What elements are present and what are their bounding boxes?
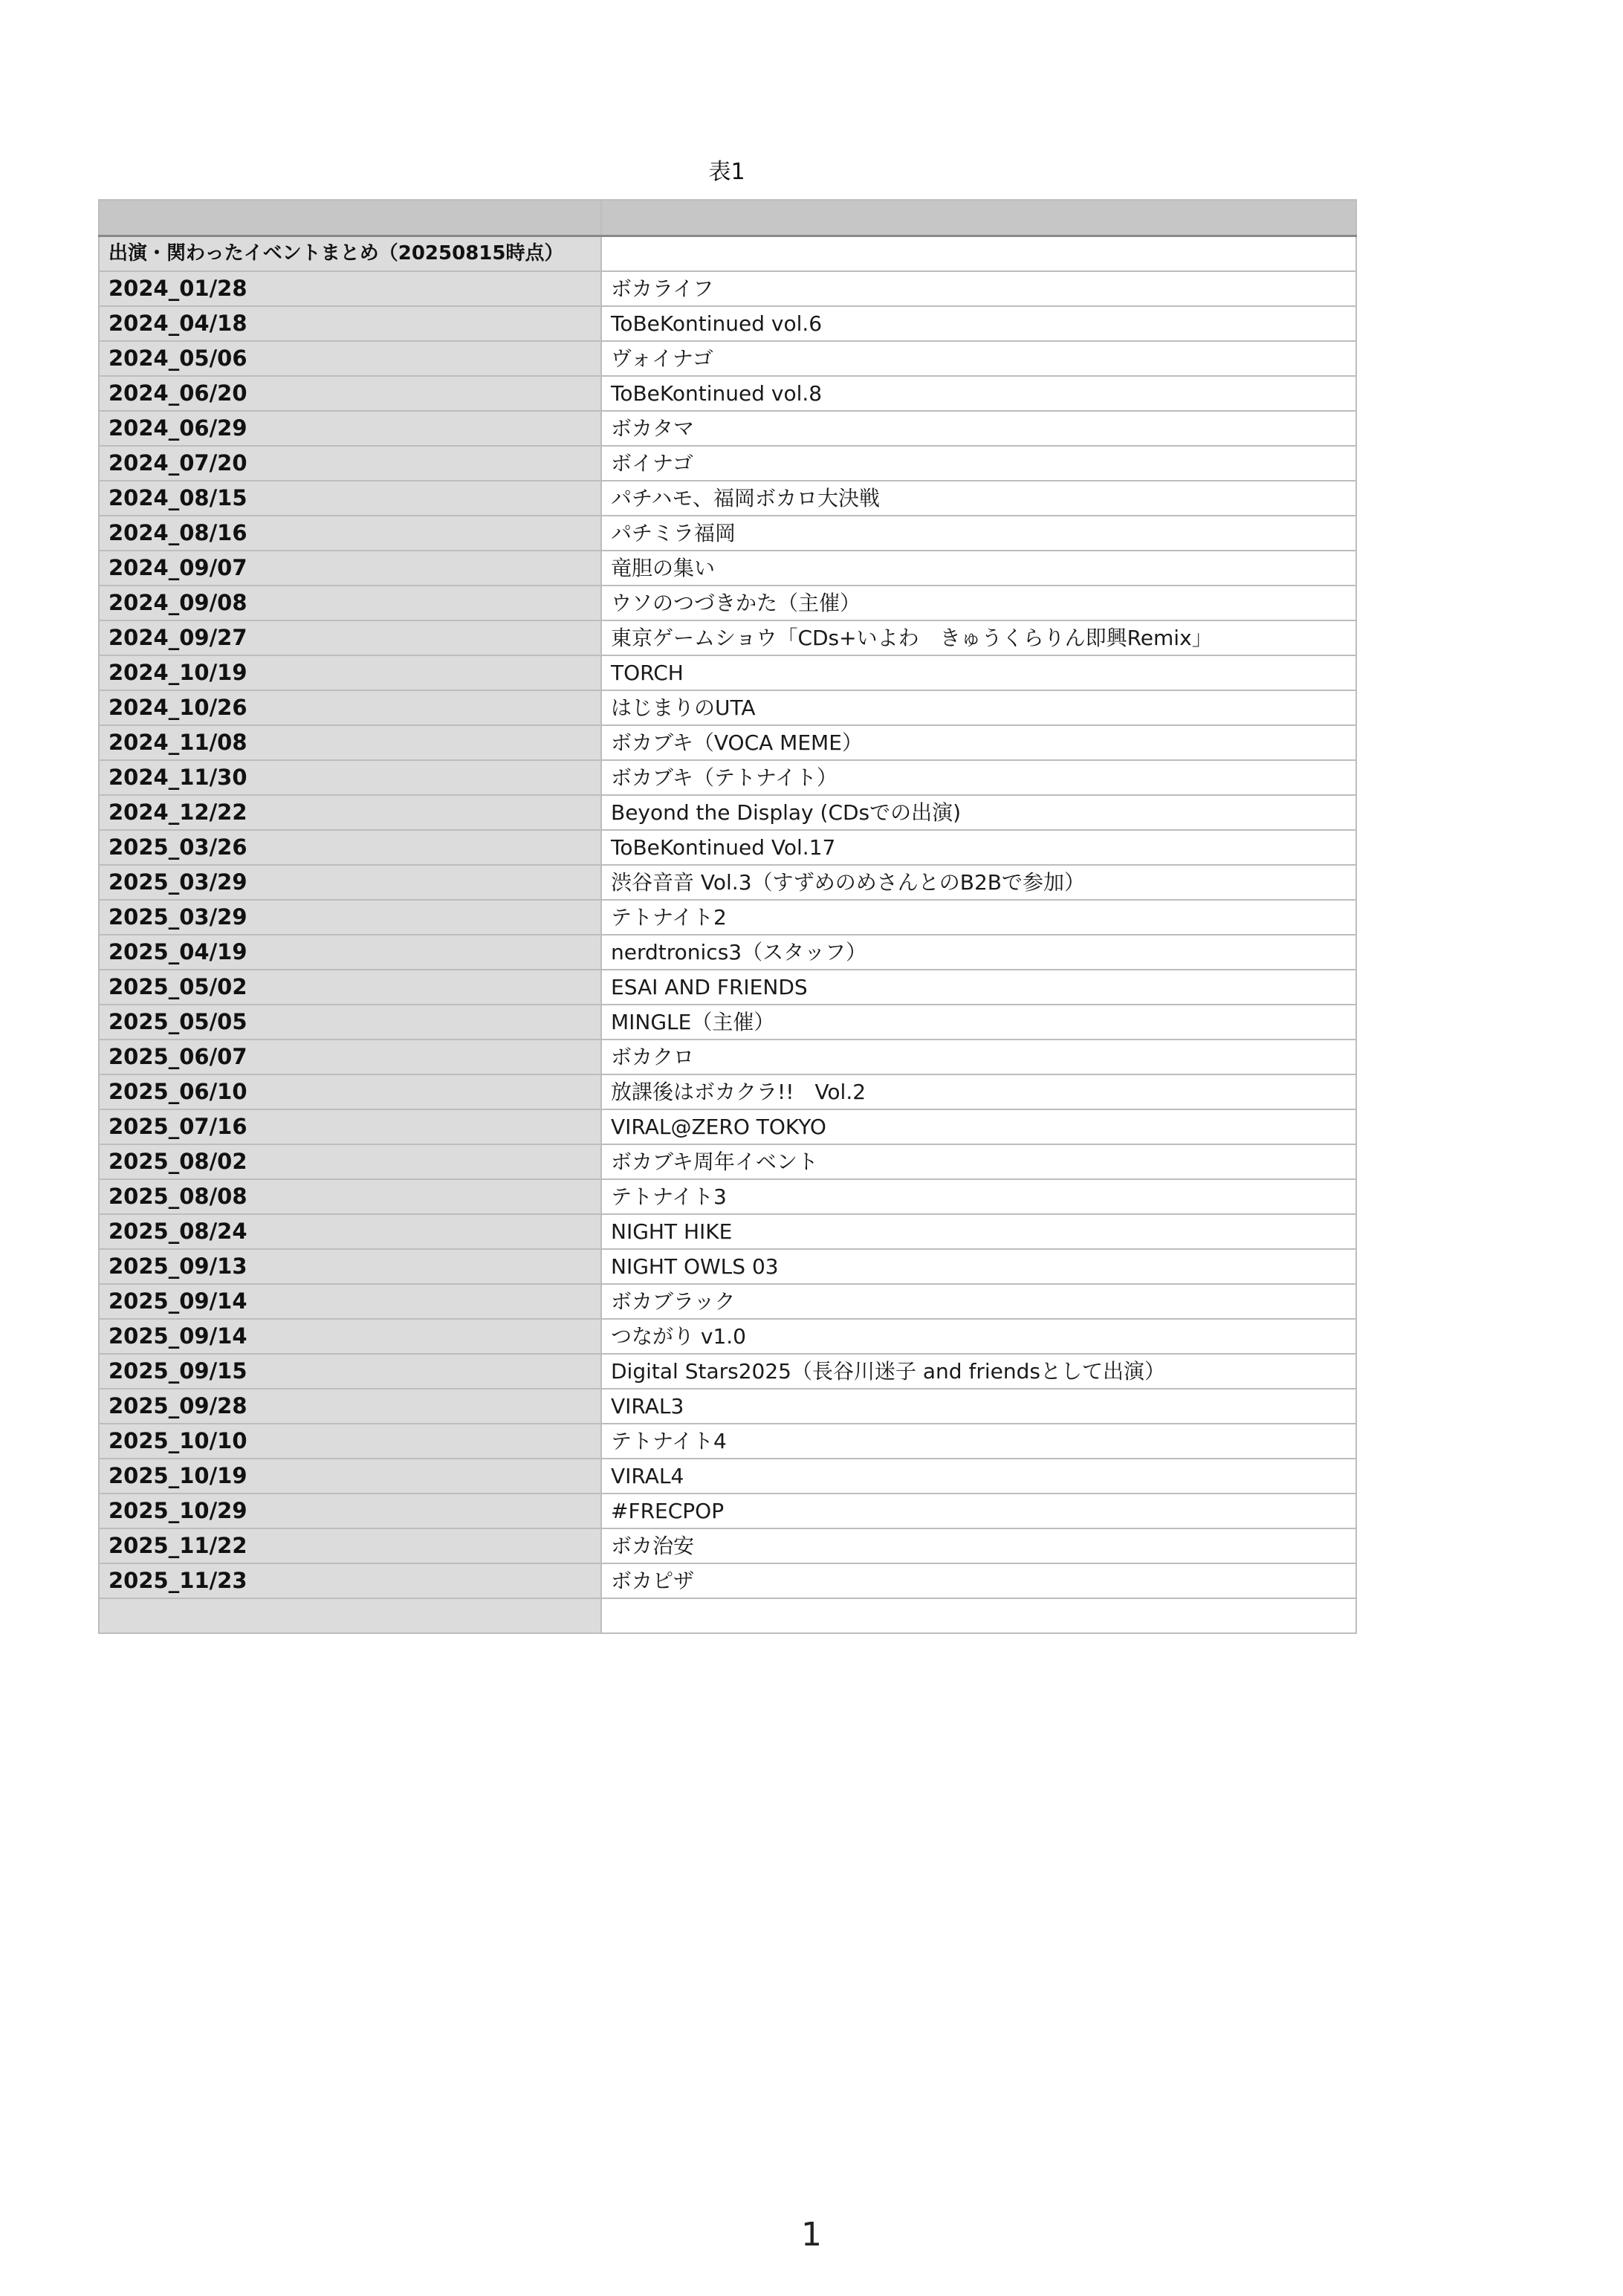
- table-row: [99, 725, 1356, 760]
- date-cell[interactable]: 2024_10/26: [99, 690, 601, 725]
- event-cell[interactable]: ボカタマ: [601, 411, 1356, 446]
- table-row: [99, 970, 1356, 1005]
- date-cell[interactable]: 2025_06/07: [99, 1040, 601, 1074]
- date-cell[interactable]: 2025_06/10: [99, 1074, 601, 1109]
- events-table-body: [99, 200, 1356, 1633]
- table-row: [99, 1109, 1356, 1144]
- table-row: [99, 1354, 1356, 1389]
- event-cell[interactable]: ボカブキ（テトナイト）: [601, 760, 1356, 795]
- event-cell[interactable]: Digital Stars2025（長谷川迷子 and friendsとして出演）: [601, 1354, 1356, 1389]
- table-row: [99, 900, 1356, 935]
- table-heading-row: [99, 236, 1356, 272]
- date-cell[interactable]: 2025_08/08: [99, 1179, 601, 1214]
- table-row: [99, 865, 1356, 900]
- event-cell[interactable]: NIGHT HIKE: [601, 1214, 1356, 1249]
- event-cell[interactable]: ToBeKontinued vol.8: [601, 376, 1356, 411]
- table-row: [99, 1389, 1356, 1424]
- date-cell[interactable]: 2025_09/15: [99, 1354, 601, 1389]
- table-row: [99, 935, 1356, 970]
- date-cell[interactable]: 2025_03/29: [99, 900, 601, 935]
- date-cell[interactable]: 2024_08/16: [99, 516, 601, 551]
- table-row: [99, 1005, 1356, 1040]
- date-cell[interactable]: 2024_09/08: [99, 586, 601, 620]
- table-row: [99, 1144, 1356, 1179]
- date-cell[interactable]: 2024_06/29: [99, 411, 601, 446]
- event-cell[interactable]: ToBeKontinued Vol.17: [601, 830, 1356, 865]
- page-number: 1: [801, 2216, 822, 2254]
- table-row: [99, 411, 1356, 446]
- event-cell[interactable]: テトナイト2: [601, 900, 1356, 935]
- event-cell[interactable]: nerdtronics3（スタッフ）: [601, 935, 1356, 970]
- date-cell[interactable]: 2025_10/29: [99, 1494, 601, 1528]
- date-cell[interactable]: 2024_01/28: [99, 271, 601, 306]
- table-row: [99, 1249, 1356, 1284]
- date-cell[interactable]: 2025_05/02: [99, 970, 601, 1005]
- header-band-cell-right[interactable]: [601, 200, 1356, 236]
- table-empty-row: [99, 1598, 1356, 1633]
- event-cell[interactable]: はじまりのUTA: [601, 690, 1356, 725]
- event-cell[interactable]: Beyond the Display (CDsでの出演): [601, 795, 1356, 830]
- table-row: [99, 551, 1356, 586]
- date-cell[interactable]: 2024_07/20: [99, 446, 601, 481]
- table-row: [99, 446, 1356, 481]
- empty-date-cell[interactable]: [99, 1598, 601, 1633]
- table-header-band: [99, 200, 1356, 236]
- table-row: [99, 516, 1356, 551]
- event-cell[interactable]: つながり v1.0: [601, 1319, 1356, 1354]
- table-row: [99, 306, 1356, 341]
- event-cell[interactable]: VIRAL3: [601, 1389, 1356, 1424]
- event-cell[interactable]: ボカライフ: [601, 271, 1356, 306]
- date-cell[interactable]: 2025_09/13: [99, 1249, 601, 1284]
- header-band-cell-left[interactable]: [99, 200, 601, 236]
- date-cell[interactable]: 2024_11/08: [99, 725, 601, 760]
- event-cell[interactable]: ボカピザ: [601, 1563, 1356, 1598]
- table-row: [99, 1563, 1356, 1598]
- date-cell[interactable]: 2025_09/14: [99, 1319, 601, 1354]
- table-row: [99, 795, 1356, 830]
- event-cell[interactable]: パチミラ福岡: [601, 516, 1356, 551]
- date-cell[interactable]: 2025_03/26: [99, 830, 601, 865]
- date-cell[interactable]: 2024_05/06: [99, 341, 601, 376]
- table-row: [99, 760, 1356, 795]
- date-cell[interactable]: 2025_11/22: [99, 1528, 601, 1563]
- event-cell[interactable]: ボカクロ: [601, 1040, 1356, 1074]
- date-cell[interactable]: 2024_11/30: [99, 760, 601, 795]
- event-cell[interactable]: 竜胆の集い: [601, 551, 1356, 586]
- table-row: [99, 830, 1356, 865]
- event-cell[interactable]: 放課後はボカクラ!! Vol.2: [601, 1074, 1356, 1109]
- event-cell[interactable]: VIRAL4: [601, 1459, 1356, 1494]
- event-cell[interactable]: TORCH: [601, 655, 1356, 690]
- table-row: [99, 1214, 1356, 1249]
- table-row: [99, 1494, 1356, 1528]
- event-cell[interactable]: 東京ゲームショウ「CDs+いよわ きゅうくらりん即興Remix」: [601, 620, 1356, 655]
- table-row: [99, 1319, 1356, 1354]
- event-cell[interactable]: ESAI AND FRIENDS: [601, 970, 1356, 1005]
- table-row: [99, 1040, 1356, 1074]
- date-cell[interactable]: 2024_08/15: [99, 481, 601, 516]
- event-cell[interactable]: ヴォイナゴ: [601, 341, 1356, 376]
- table-row: [99, 376, 1356, 411]
- table-row: [99, 481, 1356, 516]
- table-row: [99, 1074, 1356, 1109]
- event-cell[interactable]: ToBeKontinued vol.6: [601, 306, 1356, 341]
- date-cell[interactable]: 2024_09/27: [99, 620, 601, 655]
- event-cell[interactable]: パチハモ、福岡ボカロ大決戦: [601, 481, 1356, 516]
- table-row: [99, 341, 1356, 376]
- table-row: [99, 271, 1356, 306]
- date-cell[interactable]: 2025_08/24: [99, 1214, 601, 1249]
- table-row: [99, 1459, 1356, 1494]
- event-cell[interactable]: テトナイト3: [601, 1179, 1356, 1214]
- date-cell[interactable]: 2024_04/18: [99, 306, 601, 341]
- event-cell[interactable]: 渋谷音音 Vol.3（すずめのめさんとのB2Bで参加）: [601, 865, 1356, 900]
- date-cell[interactable]: 2025_05/05: [99, 1005, 601, 1040]
- event-cell[interactable]: ボカブキ（VOCA MEME）: [601, 725, 1356, 760]
- event-cell[interactable]: VIRAL@ZERO TOKYO: [601, 1109, 1356, 1144]
- events-table: [98, 199, 1357, 1634]
- table-row: [99, 1528, 1356, 1563]
- event-cell[interactable]: ボカ治安: [601, 1528, 1356, 1563]
- date-cell[interactable]: 2025_11/23: [99, 1563, 601, 1598]
- event-cell[interactable]: #FRECPOP: [601, 1494, 1356, 1528]
- table-heading-empty-cell[interactable]: [601, 236, 1356, 272]
- event-cell[interactable]: ウソのつづきかた（主催）: [601, 586, 1356, 620]
- date-cell[interactable]: 2025_04/19: [99, 935, 601, 970]
- event-cell[interactable]: テトナイト4: [601, 1424, 1356, 1459]
- table-row: [99, 655, 1356, 690]
- event-cell[interactable]: ボイナゴ: [601, 446, 1356, 481]
- date-cell[interactable]: 2025_07/16: [99, 1109, 601, 1144]
- table-row: [99, 690, 1356, 725]
- date-cell[interactable]: 2024_10/19: [99, 655, 601, 690]
- event-cell[interactable]: ボカブキ周年イベント: [601, 1144, 1356, 1179]
- table-row: [99, 620, 1356, 655]
- date-cell[interactable]: 2025_03/29: [99, 865, 601, 900]
- table-row: [99, 1424, 1356, 1459]
- table-title: 表1: [708, 159, 745, 185]
- event-cell[interactable]: ボカブラック: [601, 1284, 1356, 1319]
- date-cell[interactable]: 2024_06/20: [99, 376, 601, 411]
- event-cell[interactable]: NIGHT OWLS 03: [601, 1249, 1356, 1284]
- date-cell[interactable]: 2024_09/07: [99, 551, 601, 586]
- table-row: [99, 1284, 1356, 1319]
- table-row: [99, 1179, 1356, 1214]
- date-cell[interactable]: 2025_08/02: [99, 1144, 601, 1179]
- date-cell[interactable]: 2025_10/10: [99, 1424, 601, 1459]
- table-row: [99, 586, 1356, 620]
- empty-event-cell[interactable]: [601, 1598, 1356, 1633]
- table-heading-cell[interactable]: 出演・関わったイベントまとめ（20250815時点）: [99, 236, 601, 272]
- date-cell[interactable]: 2024_12/22: [99, 795, 601, 830]
- date-cell[interactable]: 2025_09/28: [99, 1389, 601, 1424]
- date-cell[interactable]: 2025_09/14: [99, 1284, 601, 1319]
- event-cell[interactable]: MINGLE（主催）: [601, 1005, 1356, 1040]
- date-cell[interactable]: 2025_10/19: [99, 1459, 601, 1494]
